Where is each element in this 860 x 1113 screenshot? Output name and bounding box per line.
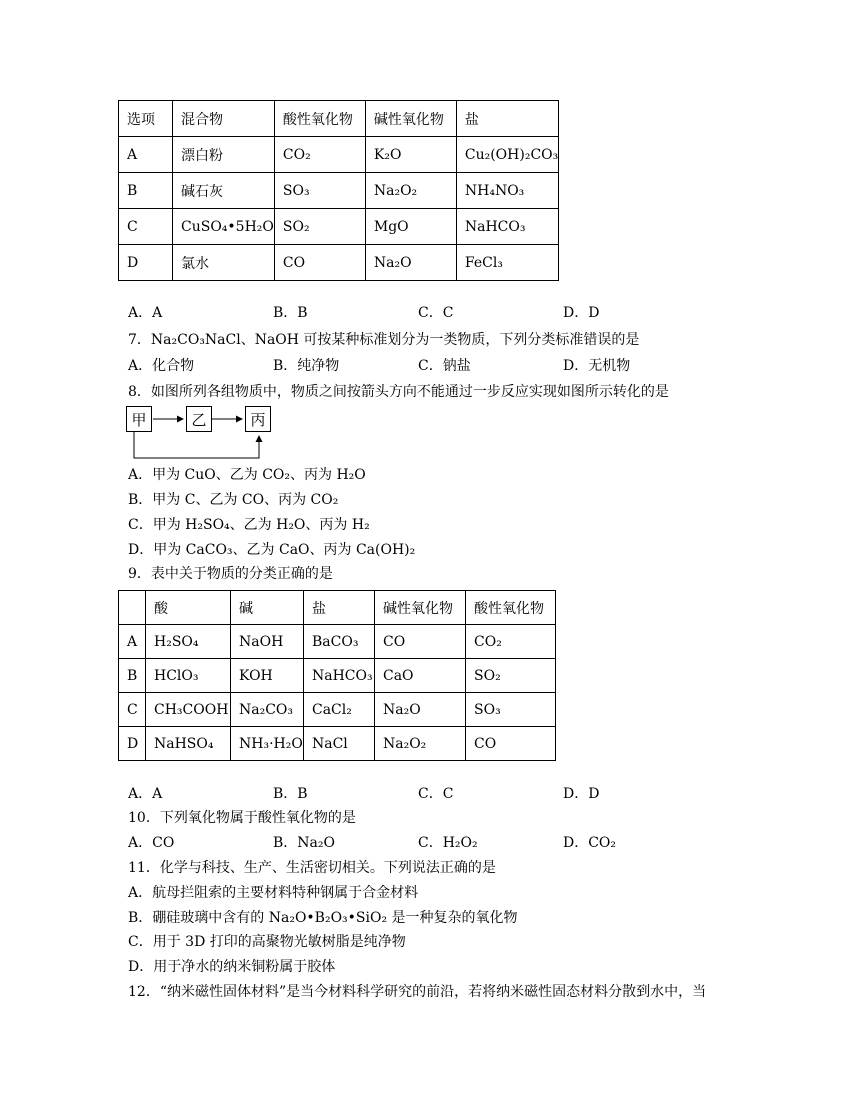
option-c[interactable]: C．C (418, 786, 454, 802)
option-c[interactable]: C．H₂O₂ (418, 835, 478, 851)
table-cell: MgO (365, 209, 456, 245)
table-row (119, 137, 559, 173)
table-cell: NaHCO₃ (456, 209, 558, 245)
table-header-row (119, 591, 556, 625)
table-cell: CaO (375, 659, 466, 693)
option-a[interactable]: A．A (128, 305, 163, 321)
q11-option-a[interactable]: A．航母拦阻索的主要材料特种钢属于合金材料 (128, 885, 419, 901)
table-row (119, 245, 559, 281)
q7-options (128, 357, 748, 375)
table-cell: FeCl₃ (456, 245, 558, 281)
table-row (119, 693, 556, 727)
table-row (119, 659, 556, 693)
table-cell: CaCl₂ (304, 693, 375, 727)
option-a[interactable]: A．A (128, 786, 163, 802)
table-cell: Cu₂(OH)₂CO₃ (456, 137, 558, 173)
table-cell: NaHCO₃ (304, 659, 375, 693)
table-cell: SO₂ (274, 209, 365, 245)
table-cell: SO₃ (274, 173, 365, 209)
q10-options (128, 834, 748, 852)
table-cell: CO₂ (274, 137, 365, 173)
diagram-box-yi: 乙 (186, 406, 212, 432)
table-cell: NaHSO₄ (146, 727, 231, 761)
table-cell: Na₂O₂ (375, 727, 466, 761)
table-header-cell: 碱性氧化物 (365, 101, 456, 137)
table-header-cell: 酸性氧化物 (466, 591, 556, 625)
option-c[interactable]: C．钠盐 (418, 358, 471, 374)
classification-table-q9 (118, 590, 556, 761)
table-cell: Na₂O (365, 245, 456, 281)
q12-stem: 12．“纳米磁性固体材料”是当今材料科学研究的前沿，若将纳米磁性固态材料分散到水中，当 (128, 984, 707, 1000)
table-cell: H₂SO₄ (146, 625, 231, 659)
diagram-box-jia: 甲 (126, 406, 152, 432)
q8-option-c[interactable]: C．甲为 H₂SO₄、乙为 H₂O、丙为 H₂ (128, 517, 370, 533)
table-cell: C (119, 693, 146, 727)
conversion-diagram (126, 406, 276, 462)
q11-option-b[interactable]: B．硼硅玻璃中含有的 Na₂O•B₂O₃•SiO₂ 是一种复杂的氧化物 (128, 910, 518, 926)
q7-stem: 7．Na₂CO₃NaCl、NaOH 可按某种标准划分为一类物质，下列分类标准错误的是 (128, 332, 640, 348)
table-header-cell: 碱性氧化物 (375, 591, 466, 625)
table-cell: 碱石灰 (173, 173, 275, 209)
q11-option-c[interactable]: C．用于 3D 打印的高聚物光敏树脂是纯净物 (128, 934, 406, 950)
q8-option-d[interactable]: D．甲为 CaCO₃、乙为 CaO、丙为 Ca(OH)₂ (128, 542, 416, 558)
table-cell: NH₄NO₃ (456, 173, 558, 209)
q8-option-b[interactable]: B．甲为 C、乙为 CO、丙为 CO₂ (128, 492, 339, 508)
table-cell: CO (375, 625, 466, 659)
q11-option-d[interactable]: D．用于净水的纳米铜粉属于胶体 (128, 959, 336, 975)
table-cell: NaCl (304, 727, 375, 761)
table-cell: CO₂ (466, 625, 556, 659)
table-cell: A (119, 137, 173, 173)
table-row (119, 625, 556, 659)
table-cell: CO (466, 727, 556, 761)
table-cell: CO (274, 245, 365, 281)
option-b[interactable]: B．B (273, 786, 308, 802)
classification-table-q6 (118, 100, 559, 281)
table-cell: D (119, 245, 173, 281)
table-cell: C (119, 209, 173, 245)
q9-stem: 9．表中关于物质的分类正确的是 (128, 566, 333, 582)
table-cell: KOH (231, 659, 304, 693)
table-cell: D (119, 727, 146, 761)
table-cell: CH₃COOH (146, 693, 231, 727)
option-a[interactable]: A．化合物 (128, 358, 195, 374)
table-cell: SO₃ (466, 693, 556, 727)
table-cell: 氯水 (173, 245, 275, 281)
table-cell: B (119, 173, 173, 209)
table-row (119, 173, 559, 209)
q9-options (128, 785, 748, 803)
table-header-cell (119, 591, 146, 625)
table-header-cell: 酸性氧化物 (274, 101, 365, 137)
table-cell: CuSO₄•5H₂O (173, 209, 275, 245)
q8-stem: 8．如图所列各组物质中，物质之间按箭头方向不能通过一步反应实现如图所示转化的是 (128, 384, 669, 400)
table-cell: Na₂O (375, 693, 466, 727)
table-cell: B (119, 659, 146, 693)
q11-stem: 11．化学与科技、生产、生活密切相关。下列说法正确的是 (128, 860, 496, 876)
table-header-cell: 碱 (231, 591, 304, 625)
table-cell: BaCO₃ (304, 625, 375, 659)
option-d[interactable]: D．D (563, 305, 600, 321)
table-header-cell: 酸 (146, 591, 231, 625)
option-d[interactable]: D．CO₂ (563, 835, 617, 851)
table-cell: A (119, 625, 146, 659)
table-header-cell: 盐 (304, 591, 375, 625)
table-header-cell: 盐 (456, 101, 558, 137)
q6-options (128, 304, 748, 322)
q10-stem: 10．下列氧化物属于酸性氧化物的是 (128, 810, 356, 826)
q8-option-a[interactable]: A．甲为 CuO、乙为 CO₂、丙为 H₂O (128, 467, 366, 483)
table-header-cell: 混合物 (173, 101, 275, 137)
option-d[interactable]: D．D (563, 786, 600, 802)
table-cell: 漂白粉 (173, 137, 275, 173)
table-cell: SO₂ (466, 659, 556, 693)
table-header-cell: 选项 (119, 101, 173, 137)
table-row (119, 209, 559, 245)
table-cell: Na₂O₂ (365, 173, 456, 209)
option-a[interactable]: A．CO (128, 835, 175, 851)
table-cell: K₂O (365, 137, 456, 173)
table-cell: Na₂CO₃ (231, 693, 304, 727)
option-b[interactable]: B．Na₂O (273, 835, 335, 851)
table-cell: NaOH (231, 625, 304, 659)
table-header-row (119, 101, 559, 137)
option-c[interactable]: C．C (418, 305, 454, 321)
option-b[interactable]: B．纯净物 (273, 358, 340, 374)
diagram-box-bing: 丙 (245, 406, 271, 432)
table-cell: HClO₃ (146, 659, 231, 693)
table-cell: NH₃·H₂O (231, 727, 304, 761)
table-row (119, 727, 556, 761)
option-b[interactable]: B．B (273, 305, 308, 321)
option-d[interactable]: D．无机物 (563, 358, 631, 374)
